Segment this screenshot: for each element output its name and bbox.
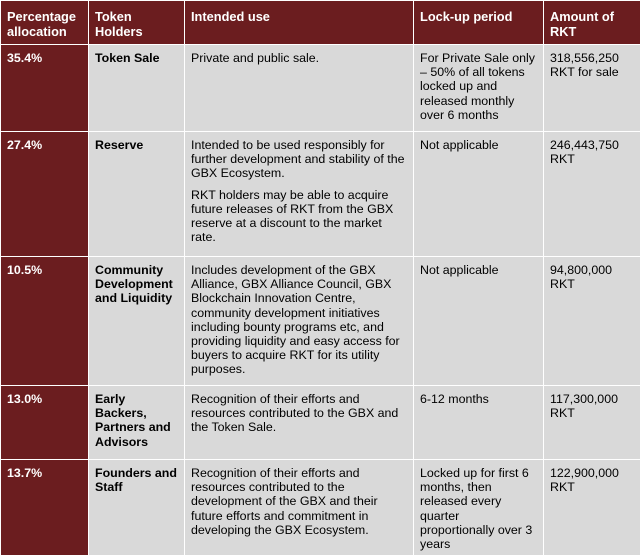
table-row (1, 257, 640, 386)
percentage-cell: 35.4% (1, 45, 89, 132)
use-cell (185, 460, 414, 556)
lockup-cell: 6-12 months (414, 386, 544, 460)
holder-cell: Reserve (89, 132, 185, 257)
lockup-cell: Not applicable (414, 132, 544, 257)
percentage-cell: 13.0% (1, 386, 89, 460)
table-row (1, 45, 640, 132)
use-cell (185, 386, 414, 460)
percentage-cell: 10.5% (1, 257, 89, 386)
header-token-holders: Token Holders (89, 1, 185, 45)
amount-cell: 246,443,750 RKT (544, 132, 640, 257)
use-text: Includes development of the GBX Alliance, GBX Alliance Council, GBX Blockchain Innovation Centre, community development initiatives including bounty programs etc, and providing liquidity and easy access for buyers to acquire RKT for its utility purposes. (191, 263, 407, 377)
amount-cell: 318,556,250 RKT for sale (544, 45, 640, 132)
lockup-cell: Locked up for first 6 months, then released every quarter proportionally over 3 years (414, 460, 544, 556)
table-row (1, 386, 640, 460)
holder-cell: Token Sale (89, 45, 185, 132)
use-text: Private and public sale. (191, 51, 407, 65)
use-text: Recognition of their efforts and resources contributed to the GBX and the Token Sale. (191, 392, 407, 435)
header-percentage: Percentage allocation (1, 1, 89, 45)
header-amount: Amount of RKT (544, 1, 640, 45)
holder-cell: Founders and Staff (89, 460, 185, 556)
amount-cell: 117,300,000 RKT (544, 386, 640, 460)
amount-cell: 94,800,000 RKT (544, 257, 640, 386)
lockup-cell: For Private Sale only – 50% of all tokens locked up and released monthly over 6 months (414, 45, 544, 132)
holder-cell: Early Backers, Partners and Advisors (89, 386, 185, 460)
amount-cell: 122,900,000 RKT (544, 460, 640, 556)
use-cell (185, 45, 414, 132)
use-cell (185, 257, 414, 386)
percentage-cell: 27.4% (1, 132, 89, 257)
use-text: RKT holders may be able to acquire future releases of RKT from the GBX reserve at a discount to the market rate. (191, 188, 407, 245)
percentage-cell: 13.7% (1, 460, 89, 556)
lockup-cell: Not applicable (414, 257, 544, 386)
table-row (1, 132, 640, 257)
header-intended-use: Intended use (185, 1, 414, 45)
holder-cell: Community Development and Liquidity (89, 257, 185, 386)
use-cell (185, 132, 414, 257)
header-row (1, 1, 640, 45)
use-text: Intended to be used responsibly for further development and stability of the GBX Ecosystem. (191, 138, 407, 181)
table-row (1, 460, 640, 556)
use-text: Recognition of their efforts and resources contributed to the development of the GBX and their future efforts and commitment in developing the GBX Ecosystem. (191, 466, 407, 537)
header-lockup-period: Lock-up period (414, 1, 544, 45)
